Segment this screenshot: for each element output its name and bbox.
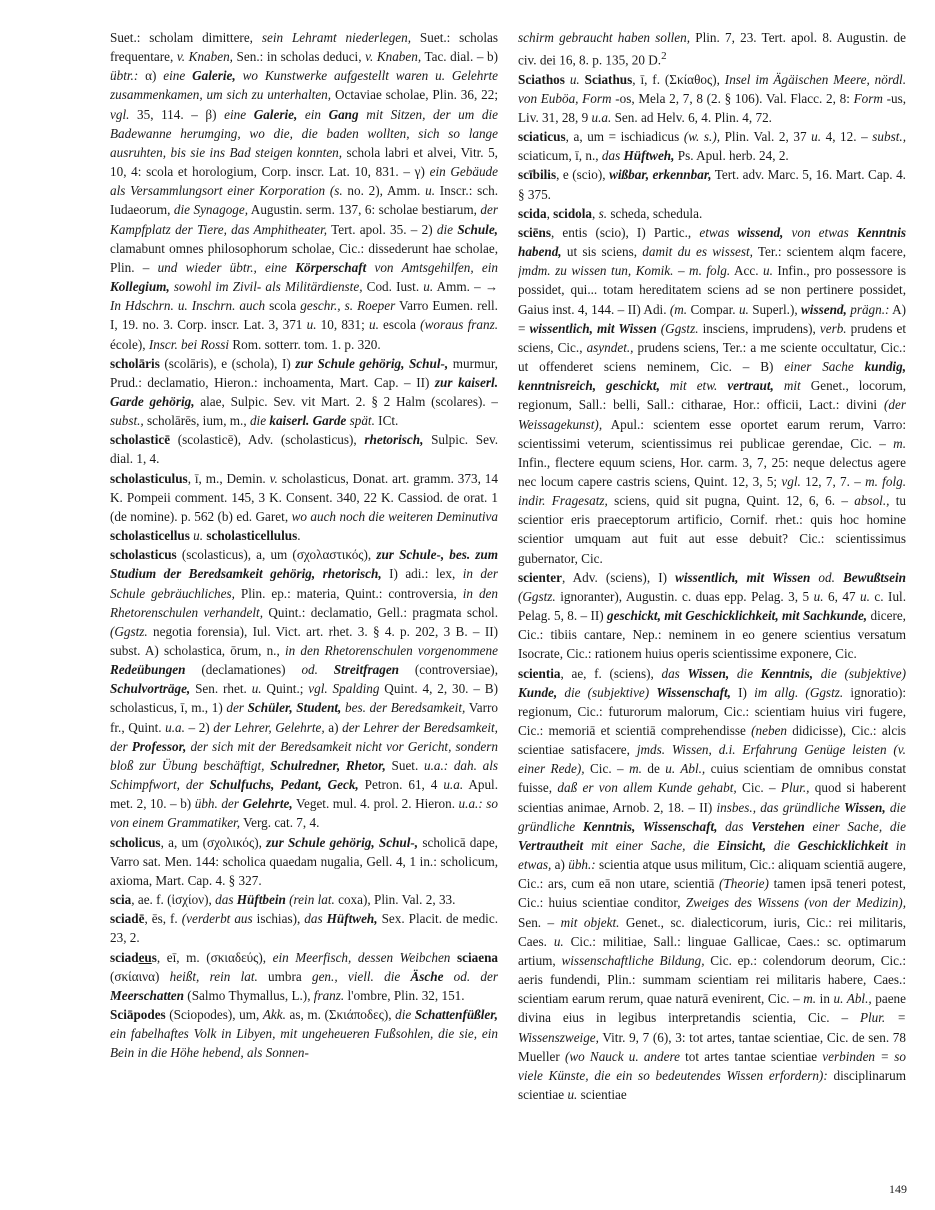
dictionary-entry: Sciathos u. Sciathus, ī, f. (Σκίαθος), Insel im Ägäischen Meere, nördl. von Euböa, Form -os, Mela 2, 7, 8 (2. § 106). Val. Flacc. 2, 8: Form -us, Liv. 31, 28, 9 u.a. Sen. ad Helv. 6, 4. Plin. 4, 72.	[518, 71, 906, 126]
dictionary-entry: scida, scidola, s. scheda, schedula.	[518, 205, 703, 221]
dictionary-entry: scholāris (scolāris), e (schola), I) zur Schule gehörig, Schul-, murmur, Prud.: declamatio, Hieron.: inchoamenta, Mart. Cap. – II) zur kaiserl. Garde gehörig, alae, Sulpic. Sev. vit Mart. 2. § 2 Halm (scolares). – subst., scholārēs, ium, m., die kaiserl. Garde spät. ICt.	[110, 355, 498, 429]
dictionary-entry: scholasticē (scolasticē), Adv. (scholasticus), rhetorisch, Sulpic. Sev. dial. 1, 4.	[110, 432, 498, 467]
right-column	[518, 28, 906, 1188]
dictionary-entry: sciēns, entis (scio), I) Partic., etwas wissend, von etwas Kenntnis habend, ut sis sciens, damit du es wissest, Ter.: scientem alqm facere, jmdm. zu wissen tun, Komik. – m. folg. Acc. u. Infin., pro possessore is possidet, qui... totam hereditatem sciens ad se non pertinere possidet, Gaius inst. 4, 144. – II) Adi. (m. Compar. u. Superl.), wissend, prägn.: A) = wissentlich, mit Wissen (Ggstz. insciens, imprudens), verb. prudens et sciens, Cic., asyndet., prudens sciens, Ter.: a me sciente occultatur, Cic.: ut offenderet sciens neminem, Cic. – B) einer Sache kundig, kenntnisreich, geschickt, mit etw. vertraut, mit Genet., locorum, regionum, Sall.: belli, Sall.: citharae, Hor.: officii, Lact.: divini (der Weissagekunst), Apul.: scientem esse oportet earum rerum, Varro: scientissimi veterum, scientissimus rei publicae gerendae, Cic. – m. Infin., flectere equum sciens, Hor. carm. 3, 7, 25: neque delectus agere nec locum capere castris sciens, Quint. 12, 3, 5; vgl. 12, 7, 7. – m. folg. indir. Fragesatz, sciens, quid sit pugna, Quint. 12, 6, 6. – absol., tu scientior eris praeceptorum artificio, Cornif. rhet.: quis hoc homine scientior umquam aut fuit aut esse debuit? Cic.: scientissimus gubernator, Cic.	[518, 224, 906, 566]
dictionary-entry: sciadē, ēs, f. (verderbt aus ischias), das Hüftweh, Sex. Placit. de medic. 23, 2.	[110, 911, 498, 946]
dictionary-entry: Suet.: scholam dimittere, sein Lehramt niederlegen, Suet.: scholas frequentare, v. Knaben, Sen.: in scholas deduci, v. Knaben, Tac. dial. – b) übtr.: α) eine Galerie, wo Kunstwerke aufgestellt waren u. Gelehrte zusammenkamen, um sich zu unterhalten, Octaviae scholae, Plin. 36, 22; vgl. 35, 114. – β) eine Galerie, ein Gang mit Sitzen, der um die Badewanne herumging, wo die, die baden wollten, sich so lange ausruhten, bis sie ins Bad steigen konnten, schola labri et alvei, Vitr. 5, 10, 4: scola et horologium, Corp. inscr. Lat. 10, 831. – γ) ein Gebäude als Versammlungsort einer Korporation (s. no. 2), Amm. u. Inscr.: sch. Iudaeorum, die Synagoge, Augustin. serm. 137, 6: scholae bestiarum, der Kampfplatz der Tiere, das Amphitheater, Tert. apol. 35. – 2) die Schule, clamabunt omnes philosophorum scholae, Cic.: dissederunt hae scholae, Plin. – und wieder übtr., eine Körperschaft von Amtsgehilfen, ein Kollegium, sowohl im Zivil- als Militärdienste, Cod. Iust. u. Amm. – → In Hdschrn. u. Inschrn. auch scola geschr., s. Roeper Varro Eumen. rell. I, 19. no. 3. Corp. inscr. Lat. 3, 371 u. 10, 831; u. escola (woraus franz. école), Inscr. bei Rossi Rom. sotterr. tom. 1. p. 320.	[110, 30, 498, 352]
dictionary-entry: scībilis, e (scio), wißbar, erkennbar, Tert. adv. Marc. 5, 16. Mart. Cap. 4. § 375.	[518, 167, 906, 202]
dictionary-entry: scienter, Adv. (sciens), I) wissentlich, mit Wissen od. Bewußtsein (Ggstz. ignoranter), Augustin. c. duas epp. Pelag. 3, 5 u. 6, 47 u. c. Iul. Pelag. 5, 8. – II) geschickt, mit Geschicklichkeit, mit Sachkunde, dicere, Cic.: tibiis cantare, Nep.: neminem in eo genere scientius versatum Isocrate, Cic.: rationem huius operis scientissime exponere, Cic.	[518, 569, 906, 662]
left-column	[110, 28, 498, 1168]
dictionary-entry: sciadeus, eī, m. (σκιαδεύς), ein Meerfisch, dessen Weibchen sciaena (σκίαινα) heißt, rein lat. umbra gen., viell. die Äsche od. der Meerschatten (Salmo Thymallus, L.), franz. l'ombre, Plin. 32, 151.	[110, 949, 498, 1003]
dictionary-entry: scholasticus (scolasticus), a, um (σχολαστικός), zur Schule-, bes. zum Studium der Beredsamkeit gehörig, rhetorisch, I) adi.: lex, in der Schule gebräuchliches, Plin. ep.: materia, Quint.: controversia, in den Rhetorenschulen verhandelt, Quint.: declamatio, Gell.: pragmata schol. (Ggstz. negotia forensia), Iul. Vict. art. rhet. 3. § 4. p. 202, 3 B. – II) subst. A) scholastica, ōrum, n., in den Rhetorenschulen vorgenommene Redeübungen (declamationes) od. Streitfragen (controversiae), Schulvorträge, Sen. rhet. u. Quint.; vgl. Spalding Quint. 4, 2, 30. – B) scholasticus, ī, m., 1) der Schüler, Student, bes. der Beredsamkeit, Varro fr., Quint. u.a. – 2) der Lehrer, Gelehrte, a) der Lehrer der Beredsamkeit, der Professor, der sich mit der Beredsamkeit nicht vor Gericht, sondern bloß zur Übung beschäftigt, Schulredner, Rhetor, Suet. u.a.: dah. als Schimpfwort, der Schulfuchs, Pedant, Geck, Petron. 61, 4 u.a. Apul. met. 2, 10. – b) übh. der Gelehrte, Veget. mul. 4. prol. 2. Hieron. u.a.: so von einem Grammatiker, Verg. cat. 7, 4.	[110, 547, 498, 831]
page-number: 149	[889, 1182, 907, 1196]
dictionary-entry: scia, ae. f. (ἰσχίον), das Hüftbein (rein lat. coxa), Plin. Val. 2, 33.	[110, 892, 456, 908]
dictionary-entry: scholicus, a, um (σχολικός), zur Schule gehörig, Schul-, scholicā dape, Varro sat. Men. 144: scholica quaedam nugalia, Gell. 4, 1 in.: scholicum, axioma, Mart. Cap. 4. § 327.	[110, 834, 498, 888]
dictionary-entry: schirm gebraucht haben sollen, Plin. 7, 23. Tert. apol. 8. Augustin. de civ. dei 16, 8. p. 135, 20 D.$^2$	[518, 30, 906, 68]
dictionary-entry: scientia, ae, f. (sciens), das Wissen, die Kenntnis, die (subjektive) Kunde, die (subjektive) Wissenschaft, I) im allg. (Ggstz. ignoratio): regionum, Cic.: futurorum malorum, Cic.: scientiam huius viri fugere, Cic.: memoriā et scientiā comprehendisse (neben didicisse), Cic.: alcis scientiae satisfacere, jmds. Wissen, d.i. Erfahrung Genüge leisten (v. einer Rede), Cic. – m. de u. Abl., cuius scientiam de omnibus constat fuisse, daß er von allem Kunde gehabt, Cic. – Plur., quod si haberent scientias animae, Arnob. 2, 18. – II) insbes., das gründliche Wissen, die gründliche Kenntnis, Wissenschaft, das Verstehen einer Sache, die Vertrautheit mit einer Sache, die Einsicht, die Geschicklichkeit in etwas, a) übh.: scientia atque usus militum, Cic.: aliquam scientiā augere, Cic.: ars, cum eā non utare, scientiā (Theorie) tamen ipsā teneri potest, Cic.: huius scientiae conditor, Zweiges des Wissens (von der Medizin), Sen. – mit objekt. Genet., sc. dialecticorum, iuris, Cic.: rei militaris, Caes. u. Cic.: militiae, Sall.: linguae Gallicae, Caes.: sc. optimarum artium, wissenschaftliche Bildung, Cic. ep.: colendorum deorum, Cic.: aeris fundendi, Plin.: summam scientiam rei militaris habere, Caes.: scientiam earum rerum, quae naturā evenirent, Cic. – m. in u. Abl., paene divina eius in legibus interpretandis scientia, Cic. – Plur. = Wissenszweige, Vitr. 9, 7 (6), 3: tot artes, tantae scientiae, Cic. de sen. 78 Mueller (wo Nauck u. andere tot artes tantae scientiae verbinden = so viele Künste, die ein so bedeutendes Wissen erfordern): disciplinarum scientiae u. scientiae	[518, 665, 906, 1102]
dictionary-entry: Sciāpodes (Sciopodes), um, Akk. as, m. (Σκιάποδες), die Schattenfüßler, ein fabelhaftes Volk in Libyen, mit ungeheueren Fußsohlen, die sie, ein Bein in die Höhe hebend, als Sonnen-	[110, 1006, 498, 1061]
dictionary-entry: scholasticulus, ī, m., Demin. v. scholasticus, Donat. art. gramm. 373, 14 K. Pompeii comment. 145, 3 K. Consent. 340, 22 K. Cassiod. de orat. 1 (de nomine). p. 562 (b) ed. Garet, wo auch noch die weiteren Deminutiva scholasticellus u. scholasticellulus.	[110, 470, 498, 544]
dictionary-entry: sciaticus, a, um = ischiadicus (w. s.), Plin. Val. 2, 37 u. 4, 12. – subst., sciaticum, ī, n., das Hüftweh, Ps. Apul. herb. 24, 2.	[518, 129, 906, 164]
